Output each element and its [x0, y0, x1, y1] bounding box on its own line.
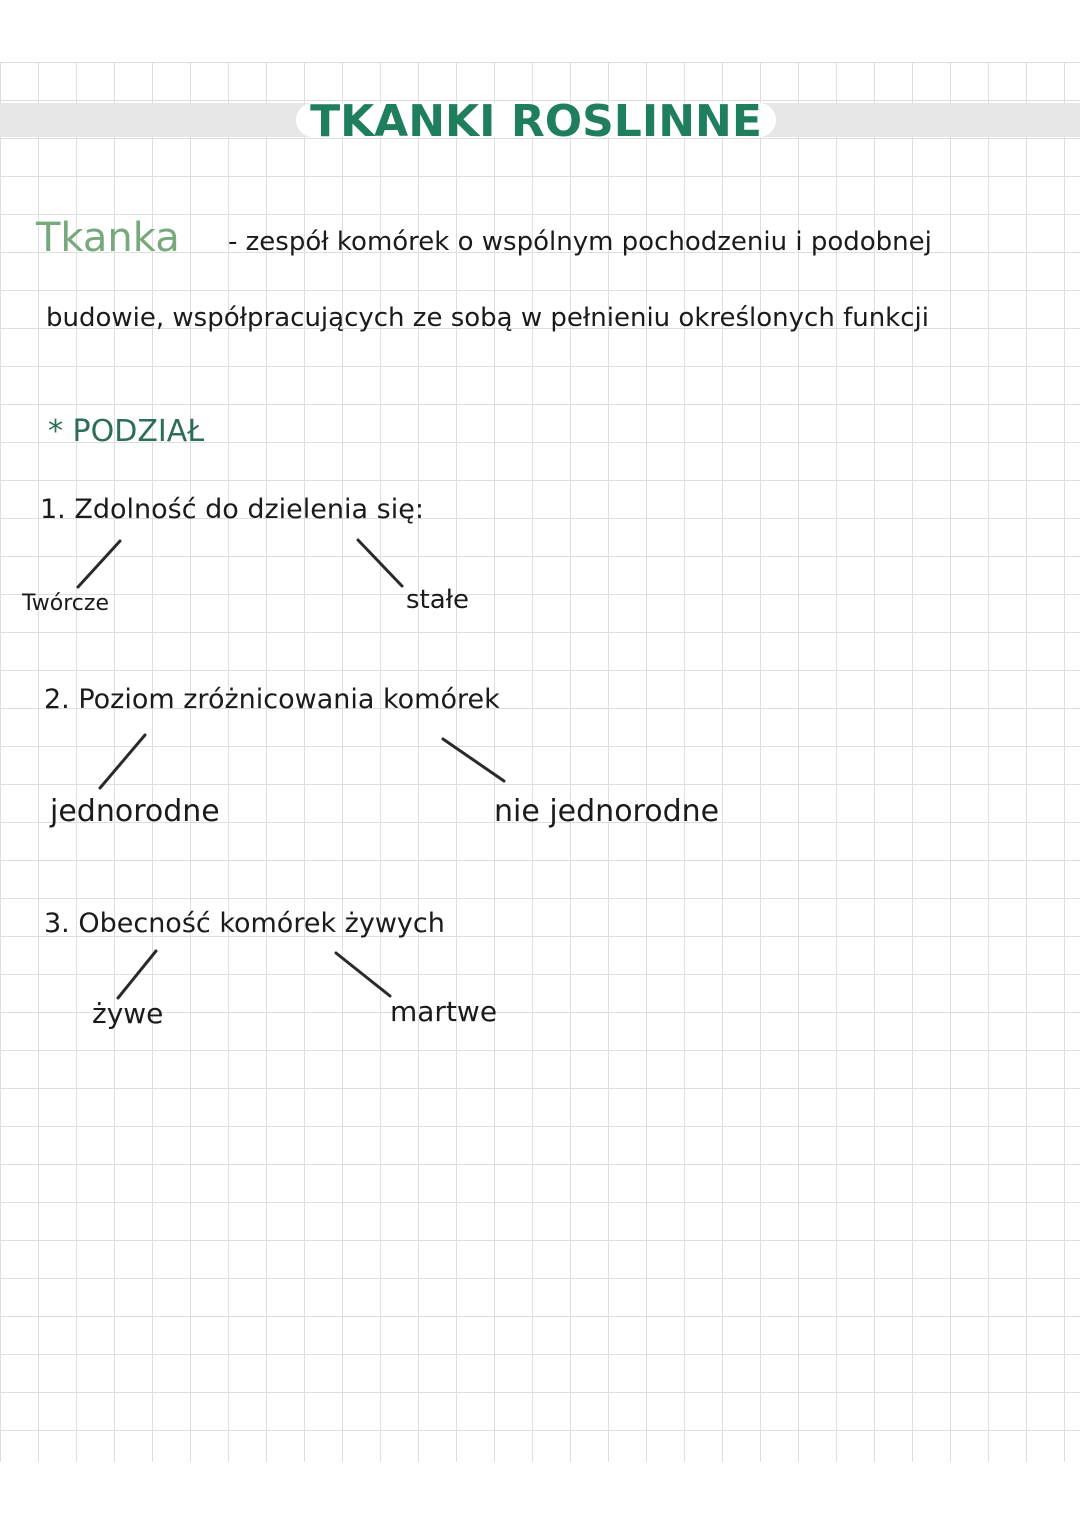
definition-line-1: - zespół komórek o wspólnym pochodzeniu i podobnej	[228, 227, 932, 257]
criterion-3-branch-right: martwe	[390, 995, 498, 1028]
criterion-1-branch-line-left	[78, 541, 120, 587]
definition-term: Tkanka	[36, 215, 180, 261]
criterion-2-branch-line-right	[443, 739, 504, 781]
criterion-1-branch-left: Twórcze	[22, 591, 109, 616]
criterion-3-branch-left: żywe	[92, 997, 164, 1030]
section-heading: * PODZIAŁ	[48, 414, 205, 449]
definition-line-2: budowie, współpracujących ze sobą w pełnieniu określonych funkcji	[46, 303, 929, 333]
criterion-3-branch-line-right	[336, 953, 390, 996]
criterion-1-branch-line-right	[358, 540, 402, 586]
criterion-3-branch-line-left	[118, 951, 156, 998]
criterion-3-label: 3. Obecność komórek żywych	[44, 908, 445, 939]
criterion-2-branch-line-left	[100, 735, 145, 788]
criterion-2-label: 2. Poziom zróżnicowania komórek	[44, 684, 500, 715]
criterion-2-branch-left: jednorodne	[50, 794, 220, 829]
criterion-1-branch-right: stałe	[406, 585, 470, 615]
criterion-1-label: 1. Zdolność do dzielenia się:	[40, 494, 424, 525]
page-title: TKANKI ROSLINNE	[310, 96, 762, 147]
criterion-2-branch-right: nie jednorodne	[494, 794, 720, 829]
